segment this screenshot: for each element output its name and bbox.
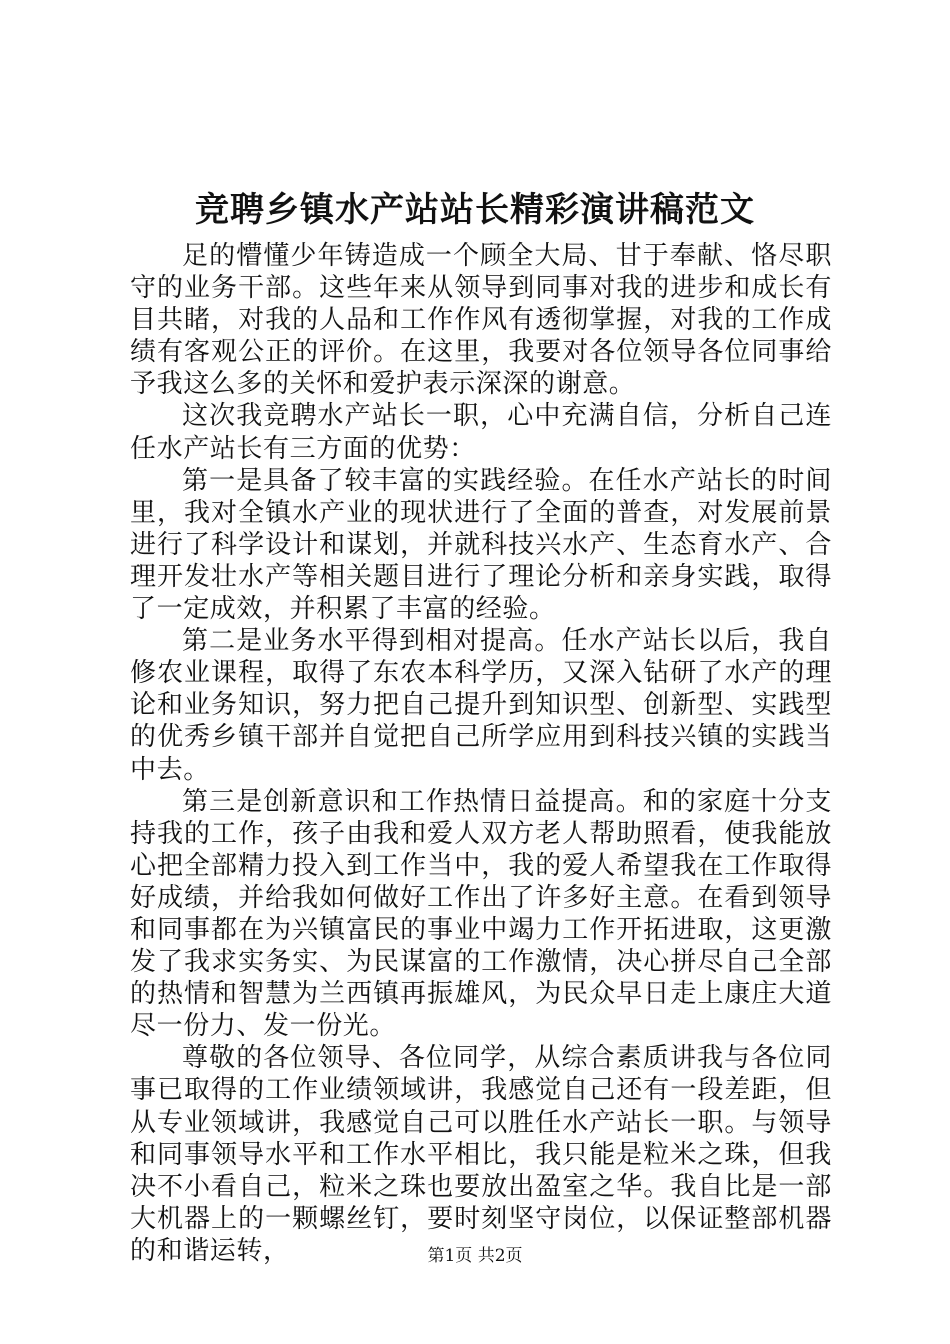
paragraph-1: 足的懵懂少年铸造成一个顾全大局、甘于奉献、恪尽职守的业务干部。这些年来从领导到同事对我的进步和成长有目共睹，对我的人品和工作作风有透彻掌握，对我的工作成绩有客观公正的评价。在这里，我要对各位领导各位同事给予我这么多的关怀和爱护表示深深的谢意。 (130, 241, 832, 400)
paragraph-5: 第三是创新意识和工作热情日益提高。和的家庭十分支持我的工作，孩子由我和爱人双方老人帮助照看，使我能放心把全部精力投入到工作当中，我的爱人希望我在工作取得好成绩，并给我如何做好工作出了许多好主意。在看到领导和同事都在为兴镇富民的事业中竭力工作开拓进取，这更激发了我求实务实、为民谋富的工作激情，决心拼尽自己全部的热情和智慧为兰西镇再振雄风，为民众早日走上康庄大道尽一份力、发一份光。 (130, 786, 832, 1042)
paragraph-6: 尊敬的各位领导、各位同学，从综合素质讲我与各位同事已取得的工作业绩领域讲，我感觉自己还有一段差距，但从专业领域讲，我感觉自己可以胜任水产站长一职。与领导和同事领导水平和工作水平相比，我只能是粒米之珠，但我决不小看自己，粒米之珠也要放出盈室之华。我自比是一部大机器上的一颗螺丝钉，要时刻坚守岗位，以保证整部机器的和谐运转， (130, 1043, 832, 1266)
document-body (130, 240, 832, 1267)
paragraph-3: 第一是具备了较丰富的实践经验。在任水产站长的时间里，我对全镇水产业的现状进行了全面的普查，对发展前景进行了科学设计和谋划，并就科技兴水产、生态育水产、合理开发壮水产等相关题目进行了理论分析和亲身实践，取得了一定成效，并积累了丰富的经验。 (130, 465, 832, 625)
paragraph-2: 这次我竞聘水产站长一职，心中充满自信，分析自己连任水产站长有三方面的优势： (130, 401, 832, 464)
page-number-footer: 第1页 共2页 (427, 1246, 523, 1266)
paragraph-4: 第二是业务水平得到相对提高。任水产站长以后，我自修农业课程，取得了东农本科学历，又深入钻研了水产的理论和业务知识，努力把自己提升到知识型、创新型、实践型的优秀乡镇干部并自觉把自己所学应用到科技兴镇的实践当中去。 (130, 626, 832, 785)
document-title: 竞聘乡镇水产站站长精彩演讲稿范文 (195, 190, 755, 230)
